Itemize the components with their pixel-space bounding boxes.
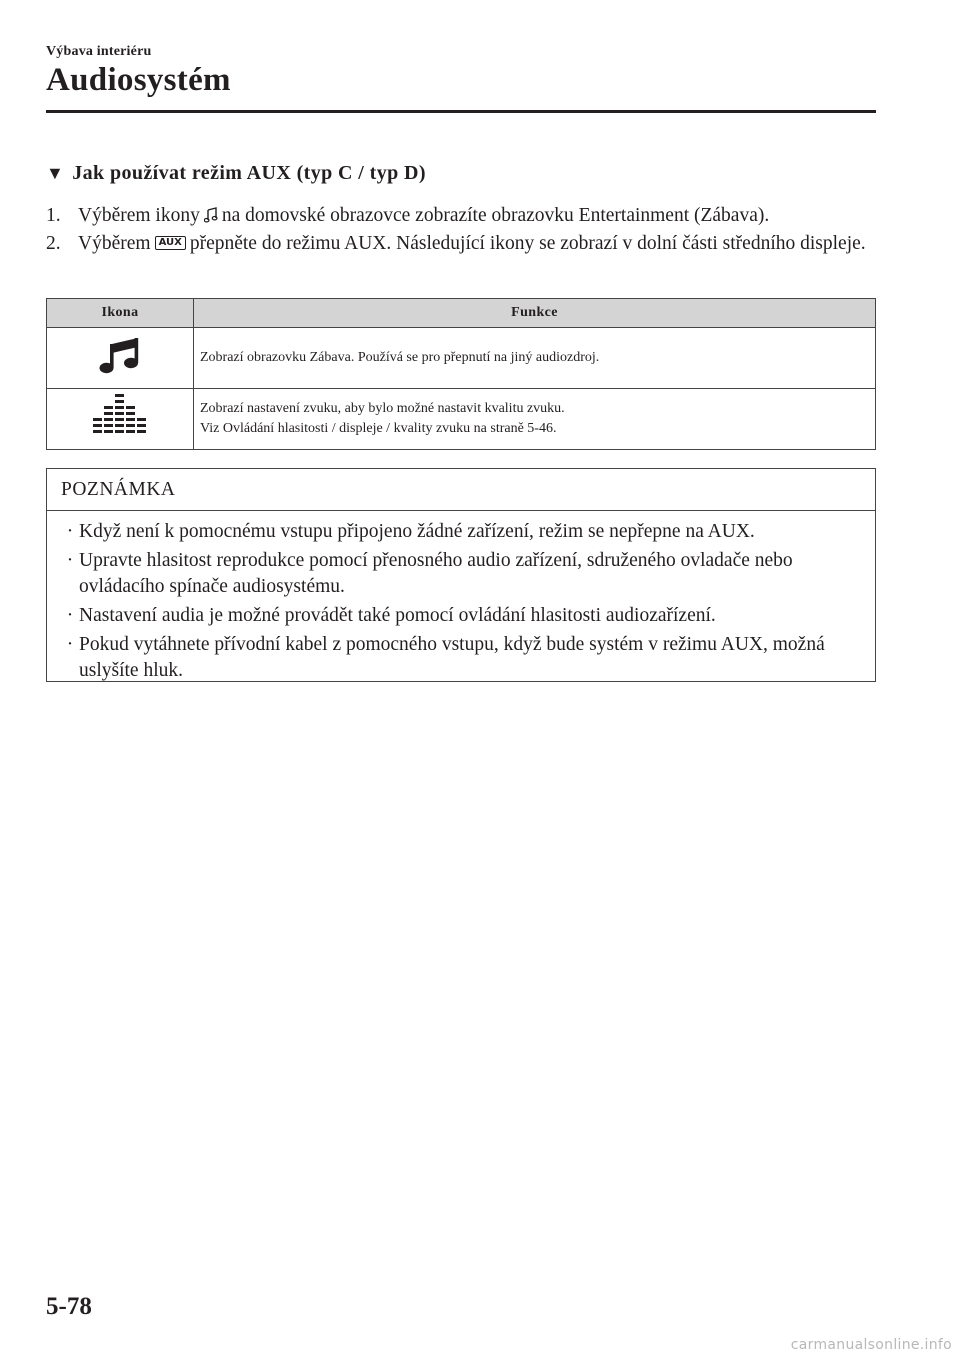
- function-text: Zobrazí obrazovku Zábava. Používá se pro přepnutí na jiný audiozdroj.: [200, 350, 600, 365]
- step-text: [78, 203, 876, 231]
- aux-icon: AUX: [155, 236, 186, 250]
- section-heading: [46, 162, 426, 185]
- table-header-row: [47, 299, 876, 328]
- note-list: [47, 511, 875, 684]
- note-text: Když není k pomocnému vstupu připojeno žádné zařízení, režim se nepřepne na AUX.: [79, 521, 755, 542]
- section-heading-text: Jak používat režim AUX (typ C / typ D): [72, 162, 426, 184]
- music-note-icon: [204, 205, 218, 231]
- function-text-reference: Viz Ovládání hlasitosti / displeje / kvality zvuku na straně 5-46.: [200, 421, 557, 436]
- table-row: [47, 328, 876, 389]
- note-text: Upravte hlasitost reprodukce pomocí přenosného audio zařízení, sdruženého ovladače nebo ovládacího spínače audiosystému.: [79, 550, 793, 597]
- bullet: ·: [66, 521, 74, 542]
- note-text: Nastavení audia je možné provádět také pomocí ovládání hlasitosti audiozařízení.: [79, 605, 716, 626]
- music-note-icon: [98, 335, 142, 375]
- step-text-after: na domovské obrazovce zobrazíte obrazovku Entertainment (Zábava).: [221, 205, 770, 226]
- step-number: 1.: [46, 205, 61, 226]
- step-number: 2.: [46, 233, 61, 254]
- steps-list: [46, 203, 876, 257]
- page-title: Audiosystém: [46, 62, 231, 98]
- bullet: ·: [66, 634, 74, 655]
- breadcrumb: Výbava interiéru: [46, 44, 152, 59]
- equalizer-icon: [93, 392, 147, 440]
- note-text: Pokud vytáhnete přívodní kabel z pomocného vstupu, když bude systém v režimu AUX, možná uslyšíte hluk.: [79, 634, 825, 681]
- table-row: [47, 389, 876, 450]
- function-cell: [194, 389, 876, 450]
- step-text-before: Výběrem: [78, 233, 151, 254]
- step-text-after: přepněte do režimu AUX. Následující ikony se zobrazí v dolní části středního displeje.: [189, 233, 866, 254]
- title-divider: [46, 110, 876, 113]
- icon-function-table: [46, 298, 876, 450]
- column-header-icon: Ikona: [47, 299, 194, 328]
- list-item: [61, 548, 863, 600]
- note-title: POZNÁMKA: [47, 469, 875, 511]
- function-text: Zobrazí nastavení zvuku, aby bylo možné nastavit kvalitu zvuku.: [200, 401, 565, 416]
- step-text: [78, 231, 876, 257]
- icon-cell: [47, 389, 194, 450]
- step-item: [46, 231, 876, 257]
- list-item: [61, 519, 863, 545]
- list-item: [61, 603, 863, 629]
- bullet: ·: [66, 605, 74, 626]
- function-cell: [194, 328, 876, 389]
- step-item: [46, 203, 876, 231]
- watermark: carmanualsonline.info: [790, 1337, 952, 1353]
- triangle-bullet-icon: ▼: [46, 163, 65, 183]
- step-text-before: Výběrem ikony: [78, 205, 200, 226]
- bullet: ·: [66, 550, 74, 571]
- list-item: [61, 632, 863, 684]
- page-number: 5-78: [46, 1293, 92, 1320]
- icon-cell: [47, 328, 194, 389]
- note-box: [46, 468, 876, 682]
- column-header-function: Funkce: [194, 299, 876, 328]
